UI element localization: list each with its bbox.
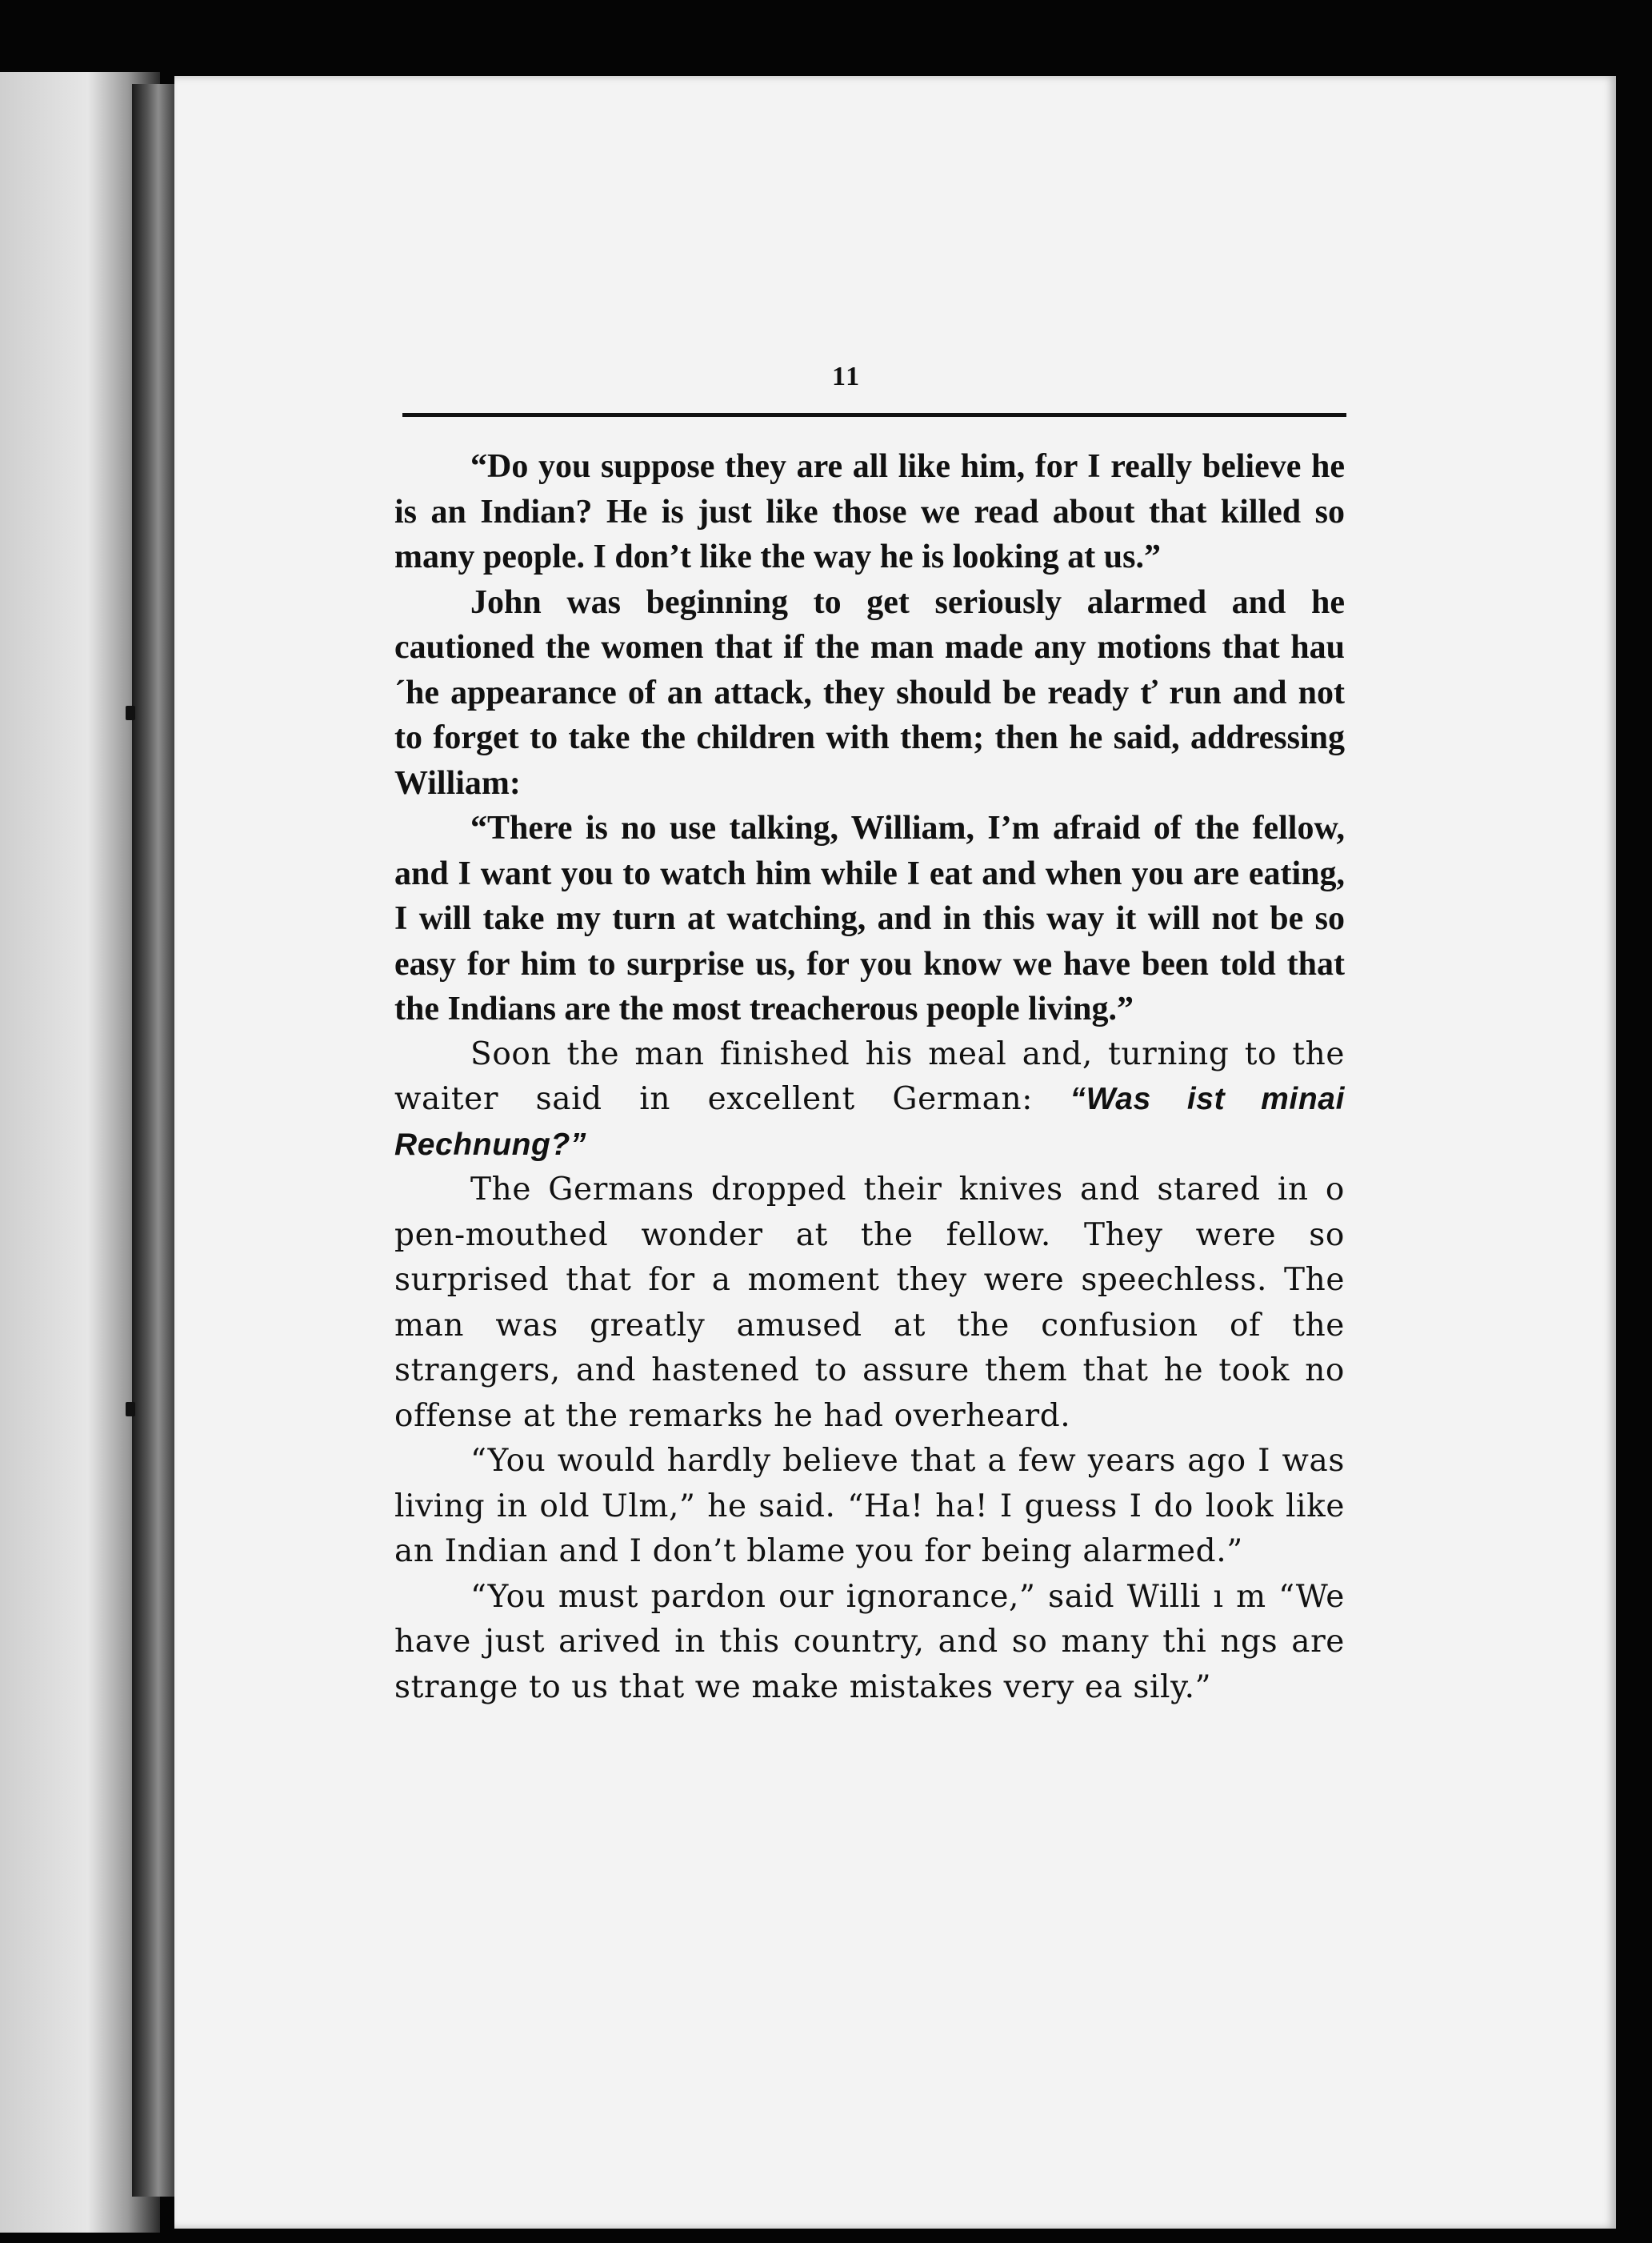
foreign-phrase: “Was ist minai Rechnung?” [394,1082,1345,1162]
paragraph: “You must pardon our ignorance,” said Willi ı m “We have just arived in this country, and so many thi ngs are strange to us that we make mistakes very ea sily.” [394,1578,1345,1705]
book-gutter [132,84,176,2197]
margin-mark [126,1402,135,1416]
header-rule [402,413,1346,417]
paragraph: “You would hardly believe that a few years ago I was living in old Ulm,” he said. “Ha! ha! I guess I do look like an Indian and I don’t blame you for being alarmed.” [394,1443,1345,1569]
paragraph-text: Soon the man finished his meal and, turning to the waiter said in excellent German: [394,1035,1345,1117]
paragraph: “There is no use talking, William, I’m afraid of the fellow, and I want you to watch him while I eat and when you are eating, I will take my turn at watching, and in this way it will not be so easy for him to surprise us, for you know we have been told that the Indians are the most treacherous people living.” [394,810,1345,1027]
page-number: 11 [832,362,862,391]
paragraph [394,1032,1345,1168]
paragraph: John was beginning to get seriously alarmed and he cautioned the women that if the man made any motions that hau ´he appearance of an attack, they should be ready ť run and not to forget to take the children with them; then he said, addressing William: [394,583,1345,802]
margin-mark [126,706,135,720]
paragraph: The Germans dropped their knives and stared in o pen-mouthed wonder at the fellow. They were so surprised that for a moment they were speechless. The man was greatly amused at the confusion of the strangers, and hastened to assure them that he took no offense at the remarks he had overheard. [394,1172,1345,1434]
body-text [394,444,1345,1710]
paragraph: “Do you suppose they are all like him, for I really believe he is an Indian? He is just like those we read about that killed so many people. I don’t like the way he is looking at us.” [394,448,1345,575]
